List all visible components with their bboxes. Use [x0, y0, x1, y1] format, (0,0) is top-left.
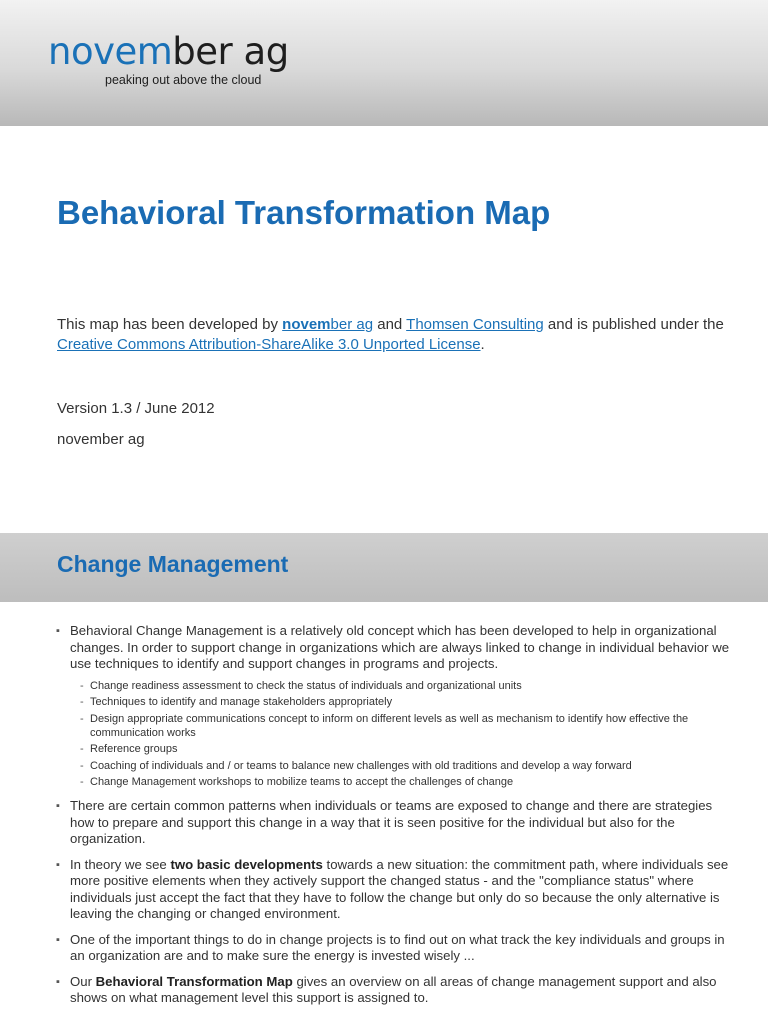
bullet-marker: ▪ [56, 858, 60, 871]
sub-item-text: Change readiness assessment to check the status of individuals and organizational units [90, 679, 522, 692]
intro-text-published: and is published under the [543, 316, 724, 333]
bullet-marker: ▪ [56, 975, 60, 988]
sub-item-text: Techniques to identify and manage stakeholders appropriately [90, 696, 393, 708]
brand-bold: novem [282, 316, 331, 333]
sub-list [70, 679, 736, 790]
bullet-text: There are certain common patterns when individuals or teams are exposed to change and there are strategies how to prepare and support this change in a way that it is seen positive for the individual but also for the organization. [70, 798, 713, 846]
bullet-item [56, 798, 736, 848]
logo-wordmark [48, 30, 289, 74]
intro-text-and: and [373, 316, 407, 333]
bullet-item [56, 974, 736, 1007]
sub-item [70, 775, 736, 789]
license-link[interactable]: Creative Commons Attribution-ShareAlike 3.0 Unported License [57, 336, 481, 353]
bullet-list [56, 623, 736, 1016]
sub-item [70, 712, 736, 740]
bullet-text-after: gives an overview on all areas of change management support and also shows on what management level this support is assigned to. [70, 973, 717, 1005]
bullet-item [56, 623, 736, 789]
sub-marker: - [80, 712, 84, 725]
bullet-bold-text: Behavioral Transformation Map [95, 973, 293, 989]
sub-item-text: Design appropriate communications concept to inform on different levels as well as mechanism to identify how effective the communication works [90, 712, 689, 739]
bullet-marker: ▪ [56, 625, 60, 637]
sub-item [70, 695, 736, 709]
bullet-marker: ▪ [56, 933, 60, 946]
brand-rest: ber ag [330, 316, 374, 333]
sub-item [70, 742, 736, 756]
bullet-text-before: In theory we see [70, 856, 171, 872]
version-text: Version 1.3 / June 2012 [57, 400, 215, 417]
section-title: Change Management [57, 551, 289, 577]
bullet-marker: ▪ [56, 800, 60, 812]
intro-paragraph [57, 315, 737, 355]
logo-tagline: peaking out above the cloud [105, 73, 262, 87]
sub-marker: - [80, 679, 84, 692]
bullet-text-after: towards a new situation: the commitment path, where individuals see more positive elements when they actively support the changed status - and the "compliance status" where individuals just accept the fact that they have to follow the change but only do so because the only alternative is leaving the changing or changed environment. [70, 856, 729, 921]
sub-marker: - [80, 759, 84, 772]
sub-item-text: Reference groups [90, 743, 178, 755]
sub-item [70, 759, 736, 773]
bullet-text: One of the important things to do in change projects is to find out on what track the key individuals and groups in an organization are and to make sure the energy is invested wisely ... [70, 931, 725, 963]
sub-item-text: Coaching of individuals and / or teams to balance new challenges with old traditions and develop a way forward [90, 759, 632, 772]
page-title: Behavioral Transformation Map [57, 194, 551, 231]
intro-text-end: . [480, 336, 485, 353]
sub-marker: - [80, 743, 84, 755]
logo-wordmark-dark: ber ag [172, 30, 289, 73]
sub-item [70, 679, 736, 693]
bullet-text: Behavioral Change Management is a relatively old concept which has been developed to help in organizational changes. In order to support change in organizations which are always linked to change in individual behavior we use techniques to identify and support changes in programs and projects. [70, 623, 730, 671]
sub-item-text: Change Management workshops to mobilize teams to accept the challenges of change [90, 776, 514, 788]
company-logo [48, 30, 289, 87]
intro-text-before: This map has been developed by [57, 316, 283, 333]
logo-wordmark-blue: novem [48, 30, 173, 73]
november-ag-link[interactable] [282, 316, 373, 333]
company-name: november ag [57, 431, 145, 448]
sub-marker: - [80, 696, 84, 708]
sub-marker: - [80, 776, 84, 788]
bullet-text-before: Our [70, 973, 96, 989]
page-header [0, 0, 768, 126]
bullet-item [56, 932, 736, 965]
bullet-item [56, 857, 736, 923]
thomsen-consulting-link[interactable]: Thomsen Consulting [406, 316, 544, 333]
bullet-bold-text: two basic developments [170, 856, 323, 872]
section-header-band [0, 533, 768, 602]
